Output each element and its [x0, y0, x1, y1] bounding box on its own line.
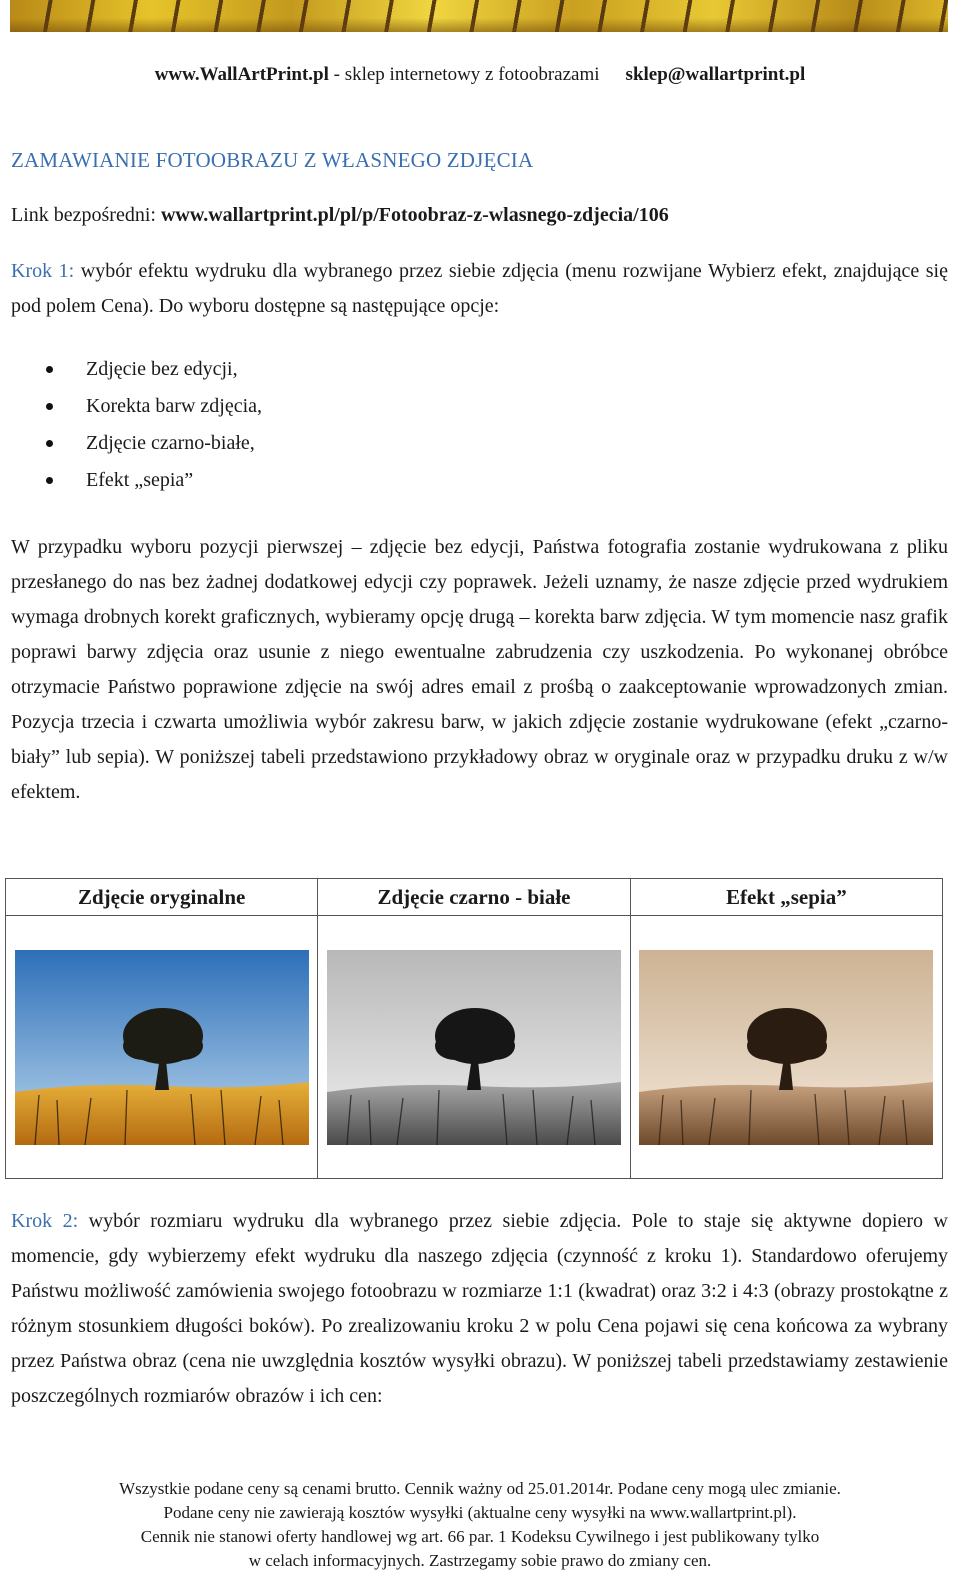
- footer-line: Podane ceny nie zawierają kosztów wysyłki (aktualne ceny wysyłki na www.wallartprint.pl).: [163, 1503, 797, 1522]
- site-tagline: - sklep internetowy z fotoobrazami: [328, 64, 600, 85]
- step2-label: Krok 2:: [11, 1210, 79, 1232]
- page-title: ZAMAWIANIE FOTOOBRAZU Z WŁASNEGO ZDJĘCIA: [11, 148, 534, 172]
- page-header: [0, 64, 960, 86]
- direct-link-line: [11, 204, 669, 227]
- effect-options-list: [40, 351, 262, 499]
- option-label: Efekt „sepia”: [86, 469, 194, 491]
- original-photo: [15, 950, 309, 1145]
- list-item: [40, 388, 262, 425]
- site-link[interactable]: www.WallArtPrint.pl: [154, 64, 329, 85]
- effects-comparison-table: [5, 878, 943, 1179]
- table-header-row: [6, 879, 943, 916]
- footer-line: Wszystkie podane ceny są cenami brutto. Cennik ważny od 25.01.2014r. Podane ceny mogą ulec zmianie.: [119, 1479, 841, 1498]
- bullet-icon: [46, 403, 53, 410]
- sepia-photo: [639, 950, 933, 1145]
- list-item: [40, 425, 262, 462]
- footer-line: w celach informacyjnych. Zastrzegamy sobie prawo do zmiany cen.: [248, 1551, 712, 1570]
- step2-text: wybór rozmiaru wydruku dla wybranego przez siebie zdjęcia. Pole to staje się aktywne dopiero w momencie, gdy wybierzemy efekt wydruku dla naszego zdjęcia (czynność z kroku 1). Standardowo oferujemy Państwu możliwość zamówienia swojego fotoobrazu w rozmiarze 1:1 (kwadrat) oraz 3:2 i 4:3 (obrazy prostokątne z różnym stosunkiem długości boków). Po zrealizowaniu kroku 2 w polu Cena pojawi się cena końcowa za wybrany przez Państwa obraz (cena nie uwzględnia kosztów wysyłki obrazu). W poniższej tabeli przedstawiamy zestawienie poszczególnych rozmiarów obrazów i ich cen:: [11, 1210, 948, 1407]
- bullet-icon: [46, 366, 53, 373]
- bullet-icon: [46, 440, 53, 447]
- step1-paragraph: [11, 254, 948, 324]
- direct-link-url[interactable]: www.wallartprint.pl/pl/p/Fotoobraz-z-wlasnego-zdjecia/106: [160, 204, 669, 226]
- step2-paragraph: [11, 1204, 948, 1414]
- direct-link-label: Link bezpośredni:: [11, 204, 161, 226]
- contact-email[interactable]: sklep@wallartprint.pl: [625, 64, 806, 85]
- column-header-sepia: Efekt „sepia”: [630, 879, 942, 916]
- table-row: [6, 916, 943, 1179]
- step1-label: Krok 1:: [11, 260, 75, 282]
- column-header-original: Zdjęcie oryginalne: [6, 879, 318, 916]
- bullet-icon: [46, 477, 53, 484]
- bw-photo-cell: [318, 916, 630, 1179]
- column-header-bw: Zdjęcie czarno - białe: [318, 879, 630, 916]
- option-label: Zdjęcie bez edycji,: [86, 358, 238, 380]
- bw-photo: [327, 950, 621, 1145]
- step1-text: wybór efektu wydruku dla wybranego przez siebie zdjęcia (menu rozwijane Wybierz efekt, znajdujące się pod polem Cena). Do wyboru dostępne są następujące opcje:: [11, 260, 948, 317]
- sepia-photo-cell: [630, 916, 942, 1179]
- list-item: [40, 351, 262, 388]
- original-photo-cell: [6, 916, 318, 1179]
- option-label: Korekta barw zdjęcia,: [86, 395, 263, 417]
- effects-description: W przypadku wyboru pozycji pierwszej – zdjęcie bez edycji, Państwa fotografia zostanie wydrukowana z pliku przesłanego do nas bez żadnej dodatkowej edycji czy poprawek. Jeżeli uznamy, że nasze zdjęcie przed wydrukiem wymaga drobnych korekt graficznych, wybieramy opcję drugą – korekta barw zdjęcia. W tym momencie nasz grafik poprawi barwy zdjęcia oraz usunie z niego ewentualne zabrudzenia czy uszkodzenia. Po wykonanej obróbce otrzymacie Państwo poprawione zdjęcie na swój adres email z prośbą o zaakceptowanie wprowadzonych zmian. Pozycja trzecia i czwarta umożliwia wybór zakresu barw, w jakich zdjęcie zostanie wydrukowane (efekt „czarno-biały” lub sepia). W poniższej tabeli przedstawiono przykładowy obraz w oryginale oraz w przypadku druku z w/w efektem.: [11, 536, 948, 803]
- header-banner-image: [10, 0, 948, 32]
- footer-line: Cennik nie stanowi oferty handlowej wg art. 66 par. 1 Kodeksu Cywilnego i jest publikowany tylko: [140, 1527, 820, 1546]
- list-item: [40, 462, 262, 499]
- option-label: Zdjęcie czarno-białe,: [86, 432, 255, 454]
- price-disclaimer-footer: [0, 1477, 960, 1573]
